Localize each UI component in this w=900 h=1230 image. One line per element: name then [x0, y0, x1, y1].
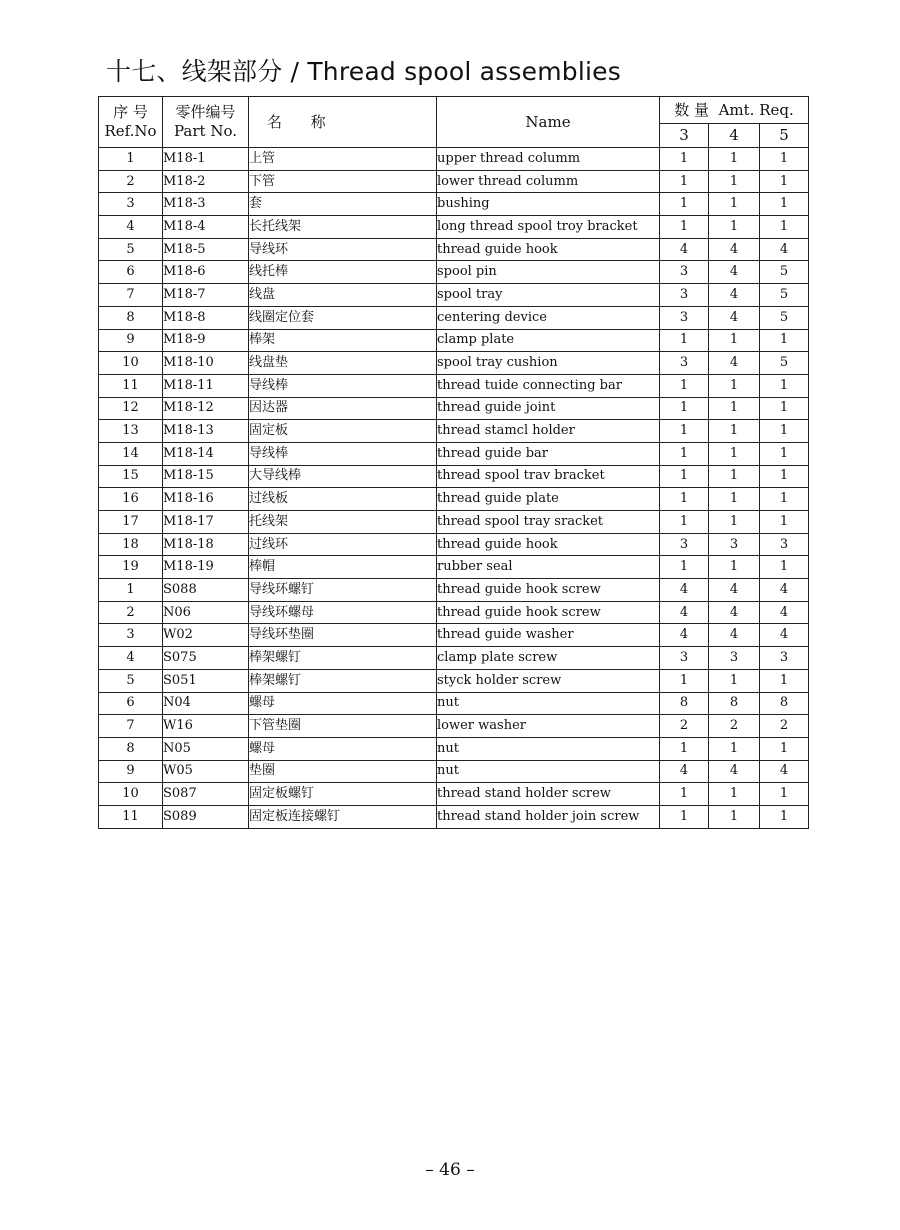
ref-cell: 11: [99, 805, 163, 828]
qty-4-cell: 4: [709, 352, 760, 375]
english-name-cell: thread guide plate: [437, 488, 660, 511]
chinese-name-cell: 上管: [249, 148, 437, 171]
chinese-name-cell: 过线环: [249, 533, 437, 556]
part-no-cell: M18-12: [163, 397, 249, 420]
qty-4-cell: 3: [709, 533, 760, 556]
qty-3-cell: 3: [660, 352, 709, 375]
part-no-cell: M18-16: [163, 488, 249, 511]
table-row: [99, 193, 809, 216]
ref-cell: 19: [99, 556, 163, 579]
part-no-cell: M18-2: [163, 170, 249, 193]
name-en-header: Name: [437, 97, 660, 148]
qty-4-cell: 4: [709, 284, 760, 307]
english-name-cell: thread spool tray sracket: [437, 511, 660, 534]
qty-3-cell: 1: [660, 488, 709, 511]
qty-4-cell: 1: [709, 374, 760, 397]
ref-cell: 7: [99, 284, 163, 307]
ref-cell: 2: [99, 170, 163, 193]
part-no-cell: M18-19: [163, 556, 249, 579]
qty-4-cell: 1: [709, 420, 760, 443]
ref-cell: 8: [99, 306, 163, 329]
part-no-cell: M18-7: [163, 284, 249, 307]
qty-5-cell: 8: [760, 692, 809, 715]
qty-3-cell: 4: [660, 760, 709, 783]
qty-5-cell: 1: [760, 420, 809, 443]
qty-5-cell: 3: [760, 647, 809, 670]
ref-cell: 14: [99, 442, 163, 465]
chinese-name-cell: 棒帽: [249, 556, 437, 579]
part-no-cell: N04: [163, 692, 249, 715]
english-name-cell: thread guide hook: [437, 533, 660, 556]
table-row: [99, 737, 809, 760]
part-no-cell: M18-3: [163, 193, 249, 216]
qty-5-cell: 1: [760, 669, 809, 692]
table-row: [99, 306, 809, 329]
qty-4-cell: 4: [709, 261, 760, 284]
qty-4-cell: 1: [709, 193, 760, 216]
qty-5-cell: 1: [760, 511, 809, 534]
ref-cell: 2: [99, 601, 163, 624]
chinese-name-cell: 垫圈: [249, 760, 437, 783]
part-no-cell: S087: [163, 783, 249, 806]
table-row: [99, 420, 809, 443]
qty-3-cell: 1: [660, 737, 709, 760]
qty-3-cell: 1: [660, 442, 709, 465]
table-row: [99, 284, 809, 307]
part-header: [163, 97, 249, 148]
english-name-cell: lower washer: [437, 715, 660, 738]
chinese-name-cell: 固定板螺钉: [249, 783, 437, 806]
english-name-cell: nut: [437, 760, 660, 783]
qty-3-cell: 1: [660, 148, 709, 171]
qty-4-cell: 1: [709, 511, 760, 534]
qty-3-cell: 3: [660, 261, 709, 284]
part-no-cell: M18-18: [163, 533, 249, 556]
ref-cell: 3: [99, 193, 163, 216]
chinese-name-cell: 下管: [249, 170, 437, 193]
table-row: [99, 488, 809, 511]
table-row: [99, 715, 809, 738]
chinese-name-cell: 托线架: [249, 511, 437, 534]
english-name-cell: lower thread columm: [437, 170, 660, 193]
part-no-cell: W05: [163, 760, 249, 783]
part-no-cell: S089: [163, 805, 249, 828]
chinese-name-cell: 下管垫圈: [249, 715, 437, 738]
part-no-cell: S075: [163, 647, 249, 670]
qty-5-cell: 1: [760, 465, 809, 488]
english-name-cell: clamp plate: [437, 329, 660, 352]
qty-5-cell: 1: [760, 329, 809, 352]
qty-3-cell: 1: [660, 420, 709, 443]
chinese-name-cell: 导线环螺母: [249, 601, 437, 624]
qty-5-cell: 1: [760, 148, 809, 171]
english-name-cell: thread tuide connecting bar: [437, 374, 660, 397]
qty-5-cell: 4: [760, 601, 809, 624]
table-row: [99, 624, 809, 647]
qty-3-cell: 1: [660, 669, 709, 692]
qty-3-cell: 2: [660, 715, 709, 738]
part-no-cell: N05: [163, 737, 249, 760]
qty-4-cell: 1: [709, 329, 760, 352]
part-no-cell: M18-10: [163, 352, 249, 375]
english-name-cell: spool tray: [437, 284, 660, 307]
part-no-cell: M18-14: [163, 442, 249, 465]
qty-3-cell: 1: [660, 329, 709, 352]
qty-5-cell: 5: [760, 284, 809, 307]
parts-table: [98, 96, 809, 829]
amount-col-5: 5: [760, 124, 809, 148]
ref-cell: 11: [99, 374, 163, 397]
table-row: [99, 647, 809, 670]
qty-5-cell: 1: [760, 737, 809, 760]
qty-3-cell: 3: [660, 284, 709, 307]
part-no-cell: M18-15: [163, 465, 249, 488]
english-name-cell: bushing: [437, 193, 660, 216]
qty-3-cell: 4: [660, 238, 709, 261]
qty-3-cell: 1: [660, 397, 709, 420]
table-row: [99, 511, 809, 534]
qty-3-cell: 1: [660, 216, 709, 239]
english-name-cell: thread spool trav bracket: [437, 465, 660, 488]
table-row: [99, 579, 809, 602]
ref-cell: 9: [99, 329, 163, 352]
qty-5-cell: 1: [760, 193, 809, 216]
english-name-cell: nut: [437, 737, 660, 760]
qty-3-cell: 1: [660, 783, 709, 806]
chinese-name-cell: 导线环垫圈: [249, 624, 437, 647]
table-row: [99, 760, 809, 783]
qty-5-cell: 1: [760, 805, 809, 828]
chinese-name-cell: 固定板: [249, 420, 437, 443]
english-name-cell: centering device: [437, 306, 660, 329]
qty-4-cell: 4: [709, 238, 760, 261]
english-name-cell: thread stand holder screw: [437, 783, 660, 806]
part-header-cn: 零件编号: [175, 103, 236, 121]
qty-4-cell: 1: [709, 397, 760, 420]
part-no-cell: M18-4: [163, 216, 249, 239]
table-row: [99, 374, 809, 397]
chinese-name-cell: 过线板: [249, 488, 437, 511]
qty-5-cell: 1: [760, 442, 809, 465]
part-no-cell: M18-11: [163, 374, 249, 397]
part-header-en: Part No.: [174, 122, 237, 140]
qty-3-cell: 8: [660, 692, 709, 715]
part-no-cell: S051: [163, 669, 249, 692]
qty-3-cell: 4: [660, 579, 709, 602]
table-row: [99, 442, 809, 465]
ref-cell: 1: [99, 148, 163, 171]
ref-cell: 16: [99, 488, 163, 511]
amount-col-3: 3: [660, 124, 709, 148]
qty-5-cell: 2: [760, 715, 809, 738]
ref-cell: 5: [99, 238, 163, 261]
qty-4-cell: 4: [709, 760, 760, 783]
qty-5-cell: 1: [760, 374, 809, 397]
ref-cell: 7: [99, 715, 163, 738]
qty-5-cell: 5: [760, 261, 809, 284]
table-row: [99, 170, 809, 193]
chinese-name-cell: 线圈定位套: [249, 306, 437, 329]
qty-3-cell: 1: [660, 170, 709, 193]
ref-header: [99, 97, 163, 148]
english-name-cell: rubber seal: [437, 556, 660, 579]
page-title: 十七、线架部分 / Thread spool assemblies: [106, 57, 621, 86]
part-no-cell: M18-9: [163, 329, 249, 352]
part-no-cell: S088: [163, 579, 249, 602]
chinese-name-cell: 导线环: [249, 238, 437, 261]
chinese-name-cell: 线盘: [249, 284, 437, 307]
qty-3-cell: 1: [660, 193, 709, 216]
qty-3-cell: 1: [660, 556, 709, 579]
chinese-name-cell: 螺母: [249, 737, 437, 760]
english-name-cell: thread stand holder join screw: [437, 805, 660, 828]
qty-4-cell: 3: [709, 647, 760, 670]
qty-4-cell: 4: [709, 306, 760, 329]
qty-5-cell: 1: [760, 170, 809, 193]
part-no-cell: M18-5: [163, 238, 249, 261]
qty-4-cell: 8: [709, 692, 760, 715]
table-header: [99, 97, 809, 148]
ref-cell: 12: [99, 397, 163, 420]
qty-4-cell: 1: [709, 783, 760, 806]
table-row: [99, 805, 809, 828]
qty-5-cell: 4: [760, 579, 809, 602]
ref-cell: 10: [99, 783, 163, 806]
english-name-cell: spool tray cushion: [437, 352, 660, 375]
ref-cell: 8: [99, 737, 163, 760]
table-row: [99, 601, 809, 624]
ref-cell: 18: [99, 533, 163, 556]
part-no-cell: M18-1: [163, 148, 249, 171]
qty-5-cell: 4: [760, 624, 809, 647]
chinese-name-cell: 大导线棒: [249, 465, 437, 488]
table-row: [99, 669, 809, 692]
qty-3-cell: 4: [660, 601, 709, 624]
part-no-cell: M18-6: [163, 261, 249, 284]
part-no-cell: W16: [163, 715, 249, 738]
english-name-cell: thread guide joint: [437, 397, 660, 420]
qty-4-cell: 1: [709, 170, 760, 193]
qty-3-cell: 3: [660, 533, 709, 556]
qty-5-cell: 3: [760, 533, 809, 556]
english-name-cell: spool pin: [437, 261, 660, 284]
table-row: [99, 148, 809, 171]
qty-4-cell: 1: [709, 737, 760, 760]
table-row: [99, 533, 809, 556]
chinese-name-cell: 螺母: [249, 692, 437, 715]
ref-cell: 6: [99, 692, 163, 715]
ref-cell: 15: [99, 465, 163, 488]
chinese-name-cell: 因达器: [249, 397, 437, 420]
chinese-name-cell: 棒架螺钉: [249, 647, 437, 670]
chinese-name-cell: 棒架螺钉: [249, 669, 437, 692]
table-body: [99, 148, 809, 829]
part-no-cell: N06: [163, 601, 249, 624]
english-name-cell: thread guide hook screw: [437, 579, 660, 602]
qty-5-cell: 1: [760, 216, 809, 239]
qty-3-cell: 1: [660, 465, 709, 488]
table-row: [99, 465, 809, 488]
ref-cell: 10: [99, 352, 163, 375]
table-row: [99, 329, 809, 352]
qty-3-cell: 3: [660, 306, 709, 329]
chinese-name-cell: 导线棒: [249, 374, 437, 397]
table-row: [99, 352, 809, 375]
qty-5-cell: 4: [760, 760, 809, 783]
chinese-name-cell: 固定板连接螺钉: [249, 805, 437, 828]
table-row: [99, 692, 809, 715]
chinese-name-cell: 长托线架: [249, 216, 437, 239]
table-row: [99, 261, 809, 284]
ref-cell: 9: [99, 760, 163, 783]
table-row: [99, 397, 809, 420]
qty-3-cell: 1: [660, 374, 709, 397]
qty-5-cell: 1: [760, 488, 809, 511]
part-no-cell: W02: [163, 624, 249, 647]
chinese-name-cell: 棒架: [249, 329, 437, 352]
english-name-cell: thread guide washer: [437, 624, 660, 647]
page-number: – 46 –: [425, 1160, 475, 1180]
qty-4-cell: 1: [709, 465, 760, 488]
part-no-cell: M18-17: [163, 511, 249, 534]
part-no-cell: M18-8: [163, 306, 249, 329]
chinese-name-cell: 套: [249, 193, 437, 216]
amount-col-4: 4: [709, 124, 760, 148]
qty-3-cell: 4: [660, 624, 709, 647]
table-row: [99, 556, 809, 579]
english-name-cell: nut: [437, 692, 660, 715]
qty-5-cell: 1: [760, 556, 809, 579]
qty-3-cell: 3: [660, 647, 709, 670]
qty-4-cell: 1: [709, 669, 760, 692]
english-name-cell: thread guide hook: [437, 238, 660, 261]
ref-header-cn: 序 号: [113, 103, 148, 121]
part-no-cell: M18-13: [163, 420, 249, 443]
qty-4-cell: 1: [709, 442, 760, 465]
qty-4-cell: 4: [709, 579, 760, 602]
qty-3-cell: 1: [660, 805, 709, 828]
qty-4-cell: 1: [709, 488, 760, 511]
ref-cell: 4: [99, 647, 163, 670]
ref-header-en: Ref.No: [104, 122, 157, 140]
ref-cell: 1: [99, 579, 163, 602]
english-name-cell: thread guide hook screw: [437, 601, 660, 624]
qty-4-cell: 4: [709, 624, 760, 647]
amount-header: 数 量 Amt. Req.: [660, 97, 809, 124]
qty-3-cell: 1: [660, 511, 709, 534]
english-name-cell: thread stamcl holder: [437, 420, 660, 443]
ref-cell: 6: [99, 261, 163, 284]
qty-4-cell: 1: [709, 556, 760, 579]
ref-cell: 17: [99, 511, 163, 534]
english-name-cell: thread guide bar: [437, 442, 660, 465]
ref-cell: 13: [99, 420, 163, 443]
qty-5-cell: 1: [760, 397, 809, 420]
english-name-cell: clamp plate screw: [437, 647, 660, 670]
qty-4-cell: 1: [709, 148, 760, 171]
ref-cell: 5: [99, 669, 163, 692]
table-row: [99, 783, 809, 806]
qty-5-cell: 5: [760, 352, 809, 375]
chinese-name-cell: 导线棒: [249, 442, 437, 465]
qty-4-cell: 1: [709, 805, 760, 828]
ref-cell: 4: [99, 216, 163, 239]
chinese-name-cell: 导线环螺钉: [249, 579, 437, 602]
qty-4-cell: 4: [709, 601, 760, 624]
table-row: [99, 216, 809, 239]
qty-5-cell: 4: [760, 238, 809, 261]
chinese-name-cell: 线盘垫: [249, 352, 437, 375]
english-name-cell: long thread spool troy bracket: [437, 216, 660, 239]
qty-5-cell: 5: [760, 306, 809, 329]
english-name-cell: upper thread columm: [437, 148, 660, 171]
qty-4-cell: 1: [709, 216, 760, 239]
ref-cell: 3: [99, 624, 163, 647]
table-row: [99, 238, 809, 261]
qty-5-cell: 1: [760, 783, 809, 806]
qty-4-cell: 2: [709, 715, 760, 738]
name-cn-header: 名 称: [249, 97, 437, 148]
english-name-cell: styck holder screw: [437, 669, 660, 692]
chinese-name-cell: 线托棒: [249, 261, 437, 284]
